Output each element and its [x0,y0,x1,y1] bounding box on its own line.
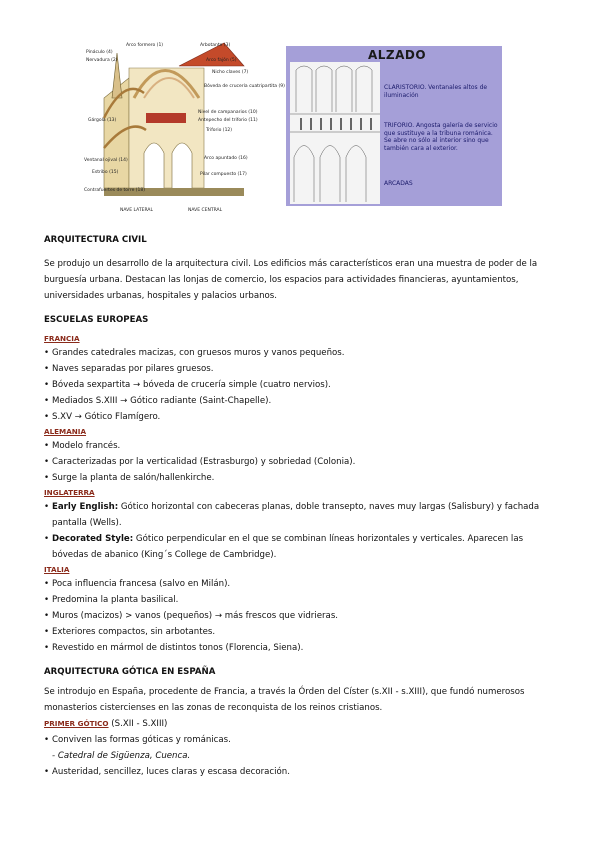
list-item: • Surge la planta de salón/hallenkirche. [44,470,556,486]
label-arco-apuntado: Arco apuntado (16) [204,156,248,161]
list-item: • S.XV → Gótico Flamígero. [44,409,556,425]
label-triforio: Triforio (12) [206,128,233,133]
label-contrafuertes: Contrafuertes de torre (18) [84,188,146,193]
label-nave-lateral: NAVE LATERAL [120,208,153,213]
subheading-inglaterra: INGLATERRA [44,488,95,497]
label-nave-central: NAVE CENTRAL [188,208,223,213]
list-item: • Exteriores compactos, sin arbotantes. [44,624,556,640]
list-item: • Modelo francés. [44,438,556,454]
subheading-italia: ITALIA [44,565,70,574]
label-nivel: Nivel de campanarios (10) [198,110,258,115]
list-item-early-english [44,499,556,531]
label-ventanal: Ventanal ojival (14) [84,158,128,163]
subheading-primer-gotico: PRIMER GÓTICO [44,719,109,728]
label-nervadura: Nervadura (2) [86,58,118,63]
primer-gotico-period: (S.XII - S.XIII) [108,719,168,729]
label-arco-formero: Arco formero (1) [126,43,164,48]
list-item: • Muros (macizos) > vanos (pequeños) → más frescos que vidrieras. [44,608,556,624]
list-item: • Predomina la planta basilical. [44,592,556,608]
figures-row [84,38,504,218]
subheading-alemania: ALEMANIA [44,427,87,436]
list-item: • Conviven las formas góticas y románicas. [44,732,556,748]
list-subitem: - Catedral de Sigüenza, Cuenca. [52,751,191,761]
list-item: • Mediados S.XIII → Gótico radiante (Saint-Chapelle). [44,393,556,409]
label-triforio-desc: TRIFORIO. Angosta galería de servicio que sustituye a la tribuna románica. Se abre no sólo al interior sino que también cara al exterior. [384,122,498,152]
heading-arquitectura-civil: ARQUITECTURA CIVIL [44,235,147,245]
label-estribo: Estribo (15) [92,170,119,175]
decorated-style-label: Decorated Style: [52,534,134,544]
label-arcadas: ARCADAS [384,180,413,187]
list-item: • Grandes catedrales macizas, con gruesos muros y vanos pequeños. [44,345,556,361]
early-english-text: Gótico horizontal con cabeceras planas, doble transepto, naves muy largas (Salisbury) y fachada pantalla (Wells). [52,502,540,528]
list-item: • Bóveda sexpartita → bóveda de crucería simple (cuatro nervios). [44,377,556,393]
heading-escuelas-europeas: ESCUELAS EUROPEAS [44,315,149,325]
heading-gotica-espana: ARQUITECTURA GÓTICA EN ESPAÑA [44,667,216,677]
label-boveda: Bóveda de crucería cuatripartita (9) [204,84,285,89]
list-item: • Caracterizadas por la verticalidad (Estrasburgo) y sobriedad (Colonia). [44,454,556,470]
list-item: • Austeridad, sencillez, luces claras y escasa decoración. [44,764,556,780]
paragraph-arquitectura-civil: Se produjo un desarrollo de la arquitectura civil. Los edificios más característicos eran una muestra de poder de la burguesía urbana. Destacan las lonjas de comercio, los espacios para actividades financieras, ayuntamientos, universidades urbanas, hospitales y palacios urbanos. [44,259,538,301]
primer-gotico-line [44,716,556,732]
label-antepecho: Antepecho del triforio (11) [198,118,258,123]
early-english-label: Early English: [52,502,119,512]
alzado-diagram [286,46,502,206]
cathedral-section-diagram [84,38,285,216]
label-pilar: Pilar compuesto (17) [200,172,247,177]
label-gargola: Gárgola (13) [88,118,117,123]
document-body [44,232,556,780]
label-arbotante: Arbotante (3) [200,43,231,48]
nave-elevation-photo [290,62,380,204]
alzado-title: ALZADO [368,48,427,62]
list-item: • Naves separadas por pilares gruesos. [44,361,556,377]
paragraph-gotica-espana: Se introdujo en España, procedente de Francia, a través la Órden del Císter (s.XII - s.XIII), que fundó numerosos monasterios cistercienses en las zonas de reconquista de los reinos cristianos. [44,687,525,713]
label-arco-fajon: Arco fajón (5) [206,58,237,63]
label-pinaculo: Pináculo (4) [86,50,113,55]
label-nicho-claves: Nicho claves (7) [212,70,249,75]
list-item: • Revestido en mármol de distintos tonos (Florencia, Siena). [44,640,556,656]
decorated-style-text: Gótico perpendicular en el que se combinan líneas horizontales y verticales. Aparecen las bóvedas de abanico (King´s College de Cambridge). [52,534,524,560]
list-item-decorated-style [44,531,556,563]
list-item: • Poca influencia francesa (salvo en Milán). [44,576,556,592]
subheading-francia: FRANCIA [44,334,80,343]
label-claristorio: CLARISTORIO. Ventanales altos de iluminación [384,84,488,99]
